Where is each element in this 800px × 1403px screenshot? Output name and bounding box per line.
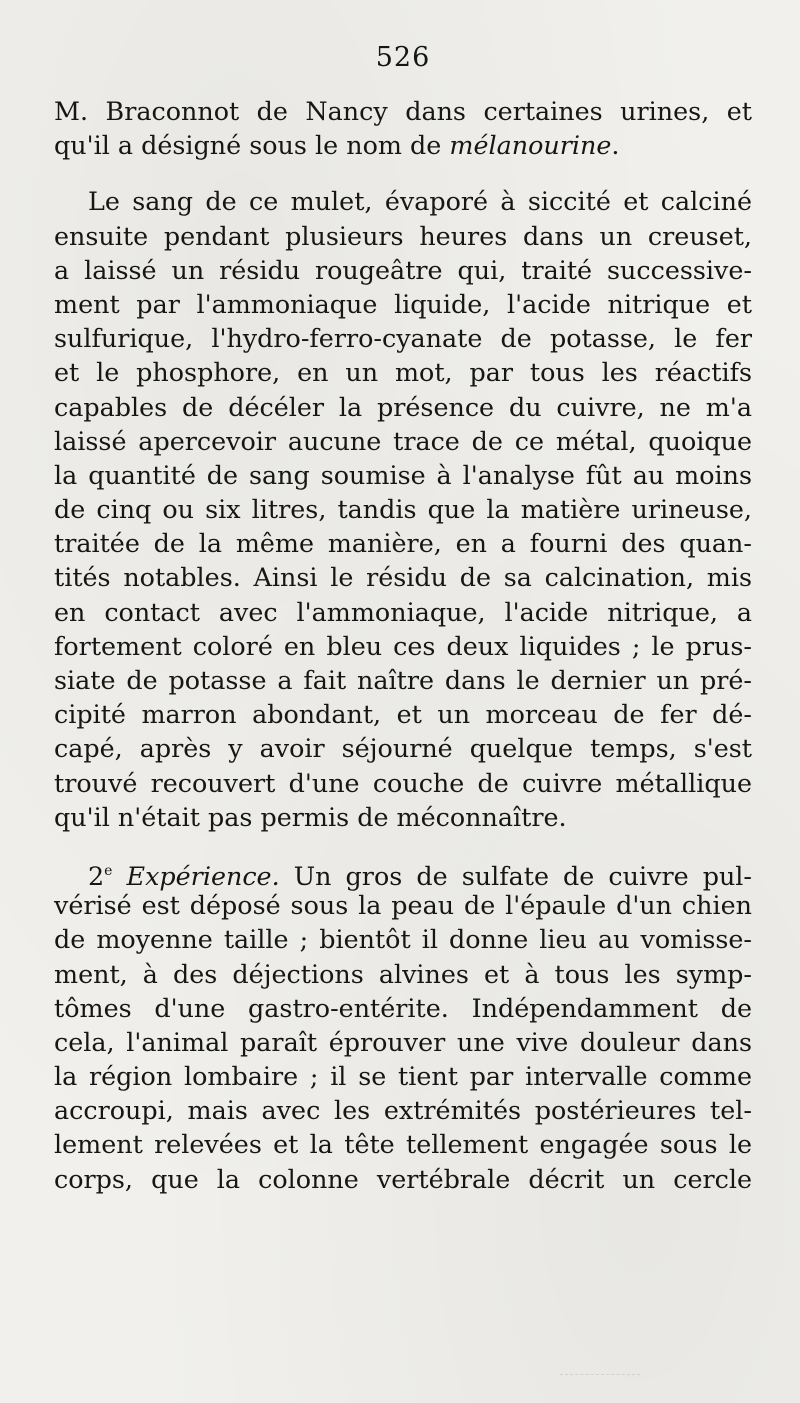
text-line: de cinq ou six litres, tandis que la matière urineuse, [54, 494, 752, 525]
text-line: traitée de la même manière, en a fourni des quan- [54, 528, 752, 559]
text-span: Un gros de sulfate de cuivre pul- [279, 860, 752, 891]
text-line: en contact avec l'ammoniaque, l'acide nitrique, a [54, 596, 752, 627]
experiment-heading: Expérience. [126, 860, 280, 891]
text-line: la région lombaire ; il se tient par intervalle comme [54, 1061, 752, 1092]
text-line: de moyenne taille ; bientôt il donne lieu au vomisse- [54, 924, 752, 955]
text-span: . [611, 130, 620, 161]
text-line: capables de décéler la présence du cuivre, ne m'a [54, 391, 752, 422]
ordinal-superscript: e [104, 862, 113, 879]
italic-term: mélanourine [449, 130, 612, 161]
text-line: capé, après y avoir séjourné quelque temps, s'est [54, 733, 752, 764]
text-line: cipité marron abondant, et un morceau de fer dé- [54, 699, 752, 730]
text-line: trouvé recouvert d'une couche de cuivre métallique [54, 767, 752, 798]
paragraph-blood-analysis [54, 184, 752, 834]
text-line: qu'il n'était pas permis de méconnaître. [54, 801, 567, 832]
paragraph-continued [54, 94, 752, 162]
text-line: corps, que la colonne vertébrale décrit un cercle [54, 1163, 752, 1194]
paragraph-spacer [54, 834, 752, 854]
page-number: 526 [375, 42, 431, 73]
text-line: ensuite pendant plusieurs heures dans un creuset, [54, 220, 752, 251]
faint-ink-mark [560, 1352, 640, 1375]
text-line [54, 128, 752, 162]
text-line: cela, l'animal paraît éprouver une vive douleur dans [54, 1026, 752, 1057]
text-line: M. Braconnot de Nancy dans certaines urines, et [54, 96, 752, 126]
text-span: qu'il a désigné sous le nom de [54, 130, 450, 161]
text-line: vérisé est déposé sous la peau de l'épaule d'un chien [54, 890, 752, 921]
text-line: lement relevées et la tête tellement engagée sous le [54, 1129, 752, 1160]
text-line: ment, à des déjections alvines et à tous les symp- [54, 958, 752, 989]
text-line: accroupi, mais avec les extrémités postérieures tel- [54, 1095, 752, 1126]
text-line: ment par l'ammoniaque liquide, l'acide nitrique et [54, 288, 752, 319]
paragraph-spacer [54, 162, 752, 184]
text-line: sulfurique, l'hydro-ferro-cyanate de potasse, le fer [54, 323, 752, 354]
text-line: et le phosphore, en un mot, par tous les réactifs [54, 357, 752, 388]
text-line: tômes d'une gastro-entérite. Indépendamment de [54, 992, 752, 1023]
text-line: siate de potasse a fait naître dans le dernier un pré- [54, 665, 752, 695]
experiment-number: 2 [88, 860, 105, 891]
text-line: laissé apercevoir aucune trace de ce métal, quoique [54, 425, 752, 456]
text-line: tités notables. Ainsi le résidu de sa calcination, mis [54, 562, 752, 593]
text-line: Le sang de ce mulet, évaporé à siccité et calciné [88, 186, 752, 217]
text-line: la quantité de sang soumise à l'analyse fût au moins [54, 459, 752, 490]
text-line [54, 854, 752, 891]
text-line: a laissé un résidu rougeâtre qui, traité successive- [54, 254, 752, 285]
text-line: fortement coloré en bleu ces deux liquides ; le prus- [54, 630, 752, 661]
paragraph-experiment-2 [54, 854, 752, 1196]
